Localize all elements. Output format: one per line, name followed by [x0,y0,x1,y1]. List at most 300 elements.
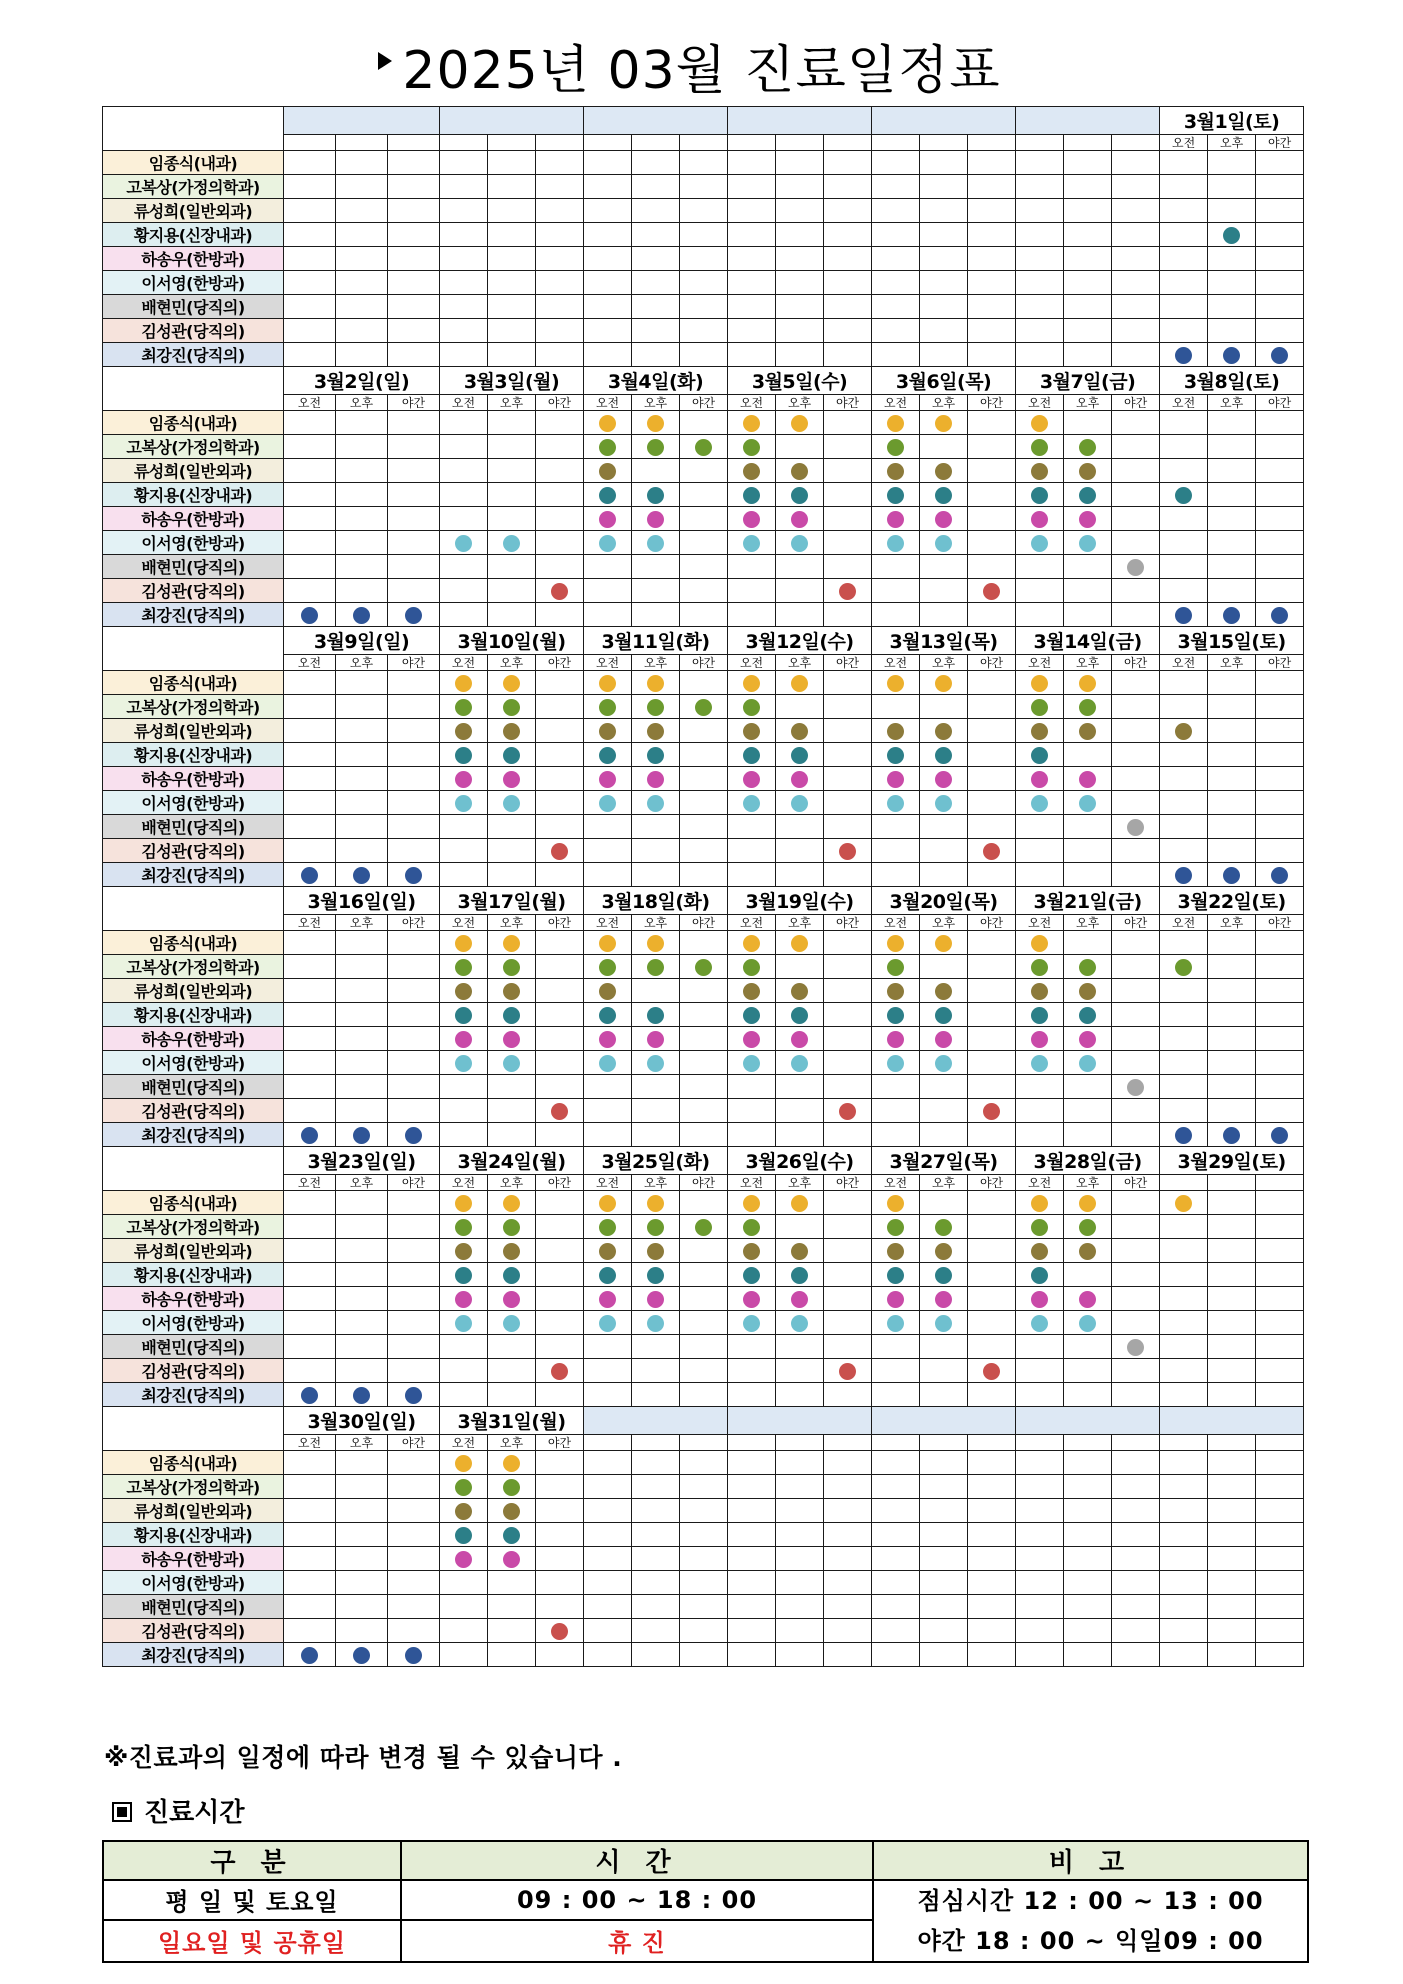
on-duty-dot-icon [791,1267,808,1284]
doctor-name: 하송우(한방과) [103,1287,284,1311]
schedule-cell [872,1499,920,1523]
schedule-cell [872,931,920,955]
on-duty-dot-icon [647,1291,664,1308]
schedule-cell [872,863,920,887]
on-duty-dot-icon [599,699,616,716]
schedule-cell [536,1451,584,1475]
schedule-cell [872,1547,920,1571]
on-duty-dot-icon [503,935,520,952]
doctor-row [103,791,1304,815]
schedule-cell [728,719,776,743]
doctor-name: 이서영(한방과) [103,1571,284,1595]
schedule-cell [336,1451,388,1475]
slot-blank [680,135,728,151]
schedule-cell [680,1451,728,1475]
schedule-cell [284,435,336,459]
schedule-cell [488,295,536,319]
on-duty-dot-icon [935,771,952,788]
slot-label: 오후 [336,1175,388,1191]
schedule-cell [968,1263,1016,1287]
schedule-cell [336,1383,388,1407]
schedule-cell [776,1383,824,1407]
slot-blank [1256,1175,1304,1191]
schedule-cell [1160,247,1208,271]
schedule-cell [336,931,388,955]
schedule-cell [440,295,488,319]
schedule-cell [680,931,728,955]
schedule-cell [388,671,440,695]
schedule-cell [336,295,388,319]
schedule-cell [728,1027,776,1051]
on-duty-dot-icon [503,747,520,764]
schedule-cell [1112,1475,1160,1499]
schedule-cell [1112,1451,1160,1475]
schedule-cell [920,815,968,839]
on-duty-dot-icon [935,1007,952,1024]
schedule-cell [488,839,536,863]
day-label: 3월12일(수) [728,627,872,655]
schedule-cell [872,603,920,627]
schedule-cell [584,815,632,839]
on-duty-dot-icon [743,1007,760,1024]
schedule-cell [632,507,680,531]
schedule-cell [388,1263,440,1287]
day-label: 3월1일(토) [1160,107,1304,135]
schedule-cell [1016,1383,1064,1407]
on-duty-dot-icon [935,1055,952,1072]
schedule-cell [336,1099,388,1123]
schedule-cell [632,671,680,695]
schedule-cell [680,507,728,531]
schedule-cell [824,931,872,955]
on-duty-dot-icon [301,607,318,624]
schedule-cell [488,1003,536,1027]
schedule-cell [968,1075,1016,1099]
schedule-cell [1112,151,1160,175]
schedule-cell [1160,671,1208,695]
slot-blank [968,135,1016,151]
schedule-cell [536,767,584,791]
schedule-cell [440,1051,488,1075]
schedule-cell [728,1075,776,1099]
schedule-cell [1256,1643,1304,1667]
schedule-cell [488,979,536,1003]
on-duty-dot-icon [791,1195,808,1212]
schedule-cell [728,1523,776,1547]
schedule-cell [824,151,872,175]
doctor-row [103,271,1304,295]
schedule-cell [440,603,488,627]
schedule-cell [440,1003,488,1027]
schedule-cell [1160,1595,1208,1619]
schedule-cell [1208,839,1256,863]
schedule-cell [1208,483,1256,507]
schedule-cell [284,1383,336,1407]
schedule-cell [284,671,336,695]
schedule-cell [488,1027,536,1051]
schedule-cell [824,1123,872,1147]
on-duty-dot-icon [1079,487,1096,504]
schedule-cell [488,671,536,695]
slot-label: 오후 [920,915,968,931]
doctor-name: 류성희(일반외과) [103,1239,284,1263]
on-duty-dot-icon [647,1267,664,1284]
schedule-cell [440,1619,488,1643]
schedule-cell [968,411,1016,435]
schedule-cell [1016,1123,1064,1147]
on-duty-dot-icon [791,723,808,740]
doctor-name: 황지용(신장내과) [103,743,284,767]
schedule-cell [1160,1547,1208,1571]
schedule-cell [968,671,1016,695]
schedule-cell [776,1499,824,1523]
schedule-cell [1256,1359,1304,1383]
schedule-cell [680,743,728,767]
day-label: 3월18일(화) [584,887,728,915]
schedule-cell [968,579,1016,603]
schedule-cell [388,531,440,555]
slot-label: 오후 [488,915,536,931]
day-label: 3월7일(금) [1016,367,1160,395]
schedule-cell [336,839,388,863]
on-duty-dot-icon [455,1031,472,1048]
schedule-cell [872,1311,920,1335]
schedule-cell [536,1475,584,1499]
night-note: 야간 18 : 00 ~ 익일09 : 00 [917,1927,1264,1955]
on-duty-dot-icon [743,487,760,504]
schedule-cell [632,1027,680,1051]
on-duty-dot-icon [1127,559,1144,576]
on-duty-dot-icon [599,463,616,480]
schedule-cell [632,863,680,887]
schedule-cell [536,1359,584,1383]
empty-day-header [1016,107,1160,135]
schedule-cell [728,767,776,791]
slot-blank [1016,135,1064,151]
doctor-row [103,483,1304,507]
schedule-cell [1208,435,1256,459]
on-duty-dot-icon [503,699,520,716]
on-duty-dot-icon [743,463,760,480]
on-duty-dot-icon [353,1387,370,1404]
schedule-cell [336,199,388,223]
doctor-row [103,1027,1304,1051]
schedule-cell [632,1075,680,1099]
schedule-cell [1016,531,1064,555]
slot-blank [728,135,776,151]
schedule-cell [336,435,388,459]
schedule-cell [920,1215,968,1239]
day-label: 3월8일(토) [1160,367,1304,395]
schedule-cell [872,223,920,247]
on-duty-dot-icon [887,747,904,764]
schedule-cell [632,1547,680,1571]
week-corner-cell [103,627,284,671]
day-label: 3월22일(토) [1160,887,1304,915]
schedule-cell [336,815,388,839]
schedule-cell [1016,1571,1064,1595]
schedule-cell [284,695,336,719]
schedule-cell [584,1359,632,1383]
schedule-cell [284,1191,336,1215]
schedule-cell [824,175,872,199]
schedule-cell [680,459,728,483]
schedule-cell [336,319,388,343]
slot-label: 야간 [680,655,728,671]
slot-label: 오전 [584,1175,632,1191]
schedule-cell [776,1239,824,1263]
slot-label: 야간 [1256,655,1304,671]
schedule-cell [1256,1547,1304,1571]
schedule-cell [1064,343,1112,367]
on-duty-dot-icon [599,1007,616,1024]
schedule-cell [336,459,388,483]
on-duty-dot-icon [887,1031,904,1048]
schedule-cell [824,435,872,459]
schedule-cell [1064,863,1112,887]
schedule-cell [680,271,728,295]
doctor-name: 이서영(한방과) [103,1311,284,1335]
schedule-cell [728,1571,776,1595]
on-duty-dot-icon [1079,439,1096,456]
schedule-cell [488,555,536,579]
schedule-cell [1208,1335,1256,1359]
slot-blank [968,1435,1016,1451]
schedule-cell [536,695,584,719]
on-duty-dot-icon [455,1503,472,1520]
schedule-cell [1208,767,1256,791]
schedule-cell [1064,815,1112,839]
schedule-cell [440,1571,488,1595]
schedule-cell [488,719,536,743]
schedule-cell [680,603,728,627]
schedule-cell [336,1311,388,1335]
schedule-cell [388,1099,440,1123]
schedule-cell [584,483,632,507]
schedule-cell [336,247,388,271]
schedule-cell [440,1335,488,1359]
doctor-name: 임종식(내과) [103,1451,284,1475]
schedule-cell [1016,979,1064,1003]
schedule-cell [776,1643,824,1667]
on-duty-dot-icon [887,1267,904,1284]
schedule-cell [1064,603,1112,627]
schedule-cell [872,1643,920,1667]
schedule-cell [872,1099,920,1123]
schedule-cell [1112,435,1160,459]
schedule-cell [440,863,488,887]
schedule-cell [1208,343,1256,367]
schedule-cell [1256,483,1304,507]
doctor-name: 임종식(내과) [103,931,284,955]
schedule-cell [440,1215,488,1239]
schedule-cell [1208,507,1256,531]
schedule-cell [336,531,388,555]
doctor-row [103,555,1304,579]
schedule-cell [1256,247,1304,271]
schedule-cell [584,1191,632,1215]
schedule-cell [536,1191,584,1215]
doctor-row [103,411,1304,435]
schedule-cell [632,695,680,719]
schedule-cell [336,1215,388,1239]
schedule-cell [1160,555,1208,579]
schedule-cell [1208,1075,1256,1099]
slot-blank [632,1435,680,1451]
on-duty-dot-icon [935,723,952,740]
schedule-cell [968,295,1016,319]
schedule-cell [584,223,632,247]
on-duty-dot-icon [405,1387,422,1404]
schedule-cell [1160,603,1208,627]
on-duty-dot-icon [1175,959,1192,976]
on-duty-dot-icon [1079,511,1096,528]
schedule-cell [440,1027,488,1051]
schedule-cell [632,1123,680,1147]
schedule-cell [1112,1619,1160,1643]
schedule-cell [1112,579,1160,603]
schedule-cell [488,1191,536,1215]
on-duty-dot-icon [455,723,472,740]
on-duty-dot-icon [599,795,616,812]
schedule-cell [536,531,584,555]
schedule-cell [1112,1263,1160,1287]
schedule-cell [488,531,536,555]
slot-blank [872,135,920,151]
schedule-cell [632,579,680,603]
schedule-cell [536,507,584,531]
schedule-cell [728,411,776,435]
schedule-cell [336,671,388,695]
schedule-cell [1016,1215,1064,1239]
schedule-cell [440,1311,488,1335]
schedule-cell [1112,483,1160,507]
slot-blank [1064,135,1112,151]
schedule-cell [632,603,680,627]
hours-header-note: 비 고 [873,1841,1308,1880]
schedule-cell [680,1099,728,1123]
schedule-cell [728,695,776,719]
schedule-cell [1016,483,1064,507]
on-duty-dot-icon [791,1291,808,1308]
schedule-cell [488,1451,536,1475]
schedule-cell [728,151,776,175]
schedule-cell [824,1451,872,1475]
empty-day-header [1160,1407,1304,1435]
schedule-cell [388,343,440,367]
slot-label: 오전 [440,915,488,931]
schedule-cell [584,1547,632,1571]
schedule-cell [824,1619,872,1643]
slot-label: 야간 [680,1175,728,1191]
schedule-cell [1160,507,1208,531]
slot-blank [488,135,536,151]
schedule-cell [388,271,440,295]
on-duty-dot-icon [1271,347,1288,364]
slot-label: 야간 [536,655,584,671]
week-corner-cell [103,1147,284,1191]
schedule-cell [1112,1287,1160,1311]
schedule-cell [584,839,632,863]
doctor-row [103,1571,1304,1595]
schedule-cell [1160,1571,1208,1595]
schedule-cell [584,791,632,815]
schedule-cell [1016,459,1064,483]
schedule-cell [1208,1027,1256,1051]
schedule-cell [284,1335,336,1359]
on-duty-dot-icon [647,675,664,692]
schedule-cell [872,1239,920,1263]
on-duty-dot-icon [647,1031,664,1048]
slot-blank [1112,135,1160,151]
day-label: 3월19일(수) [728,887,872,915]
doctor-name: 배현민(당직의) [103,1075,284,1099]
schedule-cell [1064,1571,1112,1595]
schedule-cell [872,531,920,555]
schedule-cell [920,1383,968,1407]
schedule-cell [728,271,776,295]
doctor-name: 김성관(당직의) [103,839,284,863]
schedule-cell [536,791,584,815]
schedule-cell [536,1123,584,1147]
schedule-cell [824,459,872,483]
schedule-cell [824,767,872,791]
on-duty-dot-icon [455,1315,472,1332]
slot-label: 오후 [1064,915,1112,931]
schedule-cell [1256,1027,1304,1051]
schedule-cell [1208,247,1256,271]
schedule-cell [680,1383,728,1407]
slot-label: 야간 [536,1175,584,1191]
schedule-cell [284,839,336,863]
schedule-cell [728,1335,776,1359]
schedule-cell [1256,1451,1304,1475]
schedule-cell [872,295,920,319]
schedule-cell [1064,175,1112,199]
schedule-cell [536,1051,584,1075]
schedule-cell [632,1643,680,1667]
schedule-cell [680,579,728,603]
on-duty-dot-icon [503,1479,520,1496]
on-duty-dot-icon [935,535,952,552]
slot-label: 오전 [1160,395,1208,411]
on-duty-dot-icon [455,935,472,952]
schedule-cell [1112,555,1160,579]
doctor-name: 배현민(당직의) [103,1335,284,1359]
doctor-row [103,931,1304,955]
slot-header-row [103,395,1304,411]
schedule-cell [1256,199,1304,223]
slot-label: 야간 [680,915,728,931]
schedule-cell [1064,271,1112,295]
slot-blank [536,135,584,151]
schedule-cell [440,1239,488,1263]
schedule-cell [488,863,536,887]
on-duty-dot-icon [743,511,760,528]
schedule-cell [388,579,440,603]
schedule-cell [1208,1499,1256,1523]
day-label: 3월31일(월) [440,1407,584,1435]
schedule-cell [1160,531,1208,555]
schedule-cell [920,319,968,343]
schedule-cell [1160,719,1208,743]
schedule-cell [1016,931,1064,955]
schedule-cell [536,815,584,839]
doctor-row [103,1003,1304,1027]
slot-label: 오후 [1208,915,1256,931]
schedule-cell [920,1075,968,1099]
schedule-cell [920,579,968,603]
